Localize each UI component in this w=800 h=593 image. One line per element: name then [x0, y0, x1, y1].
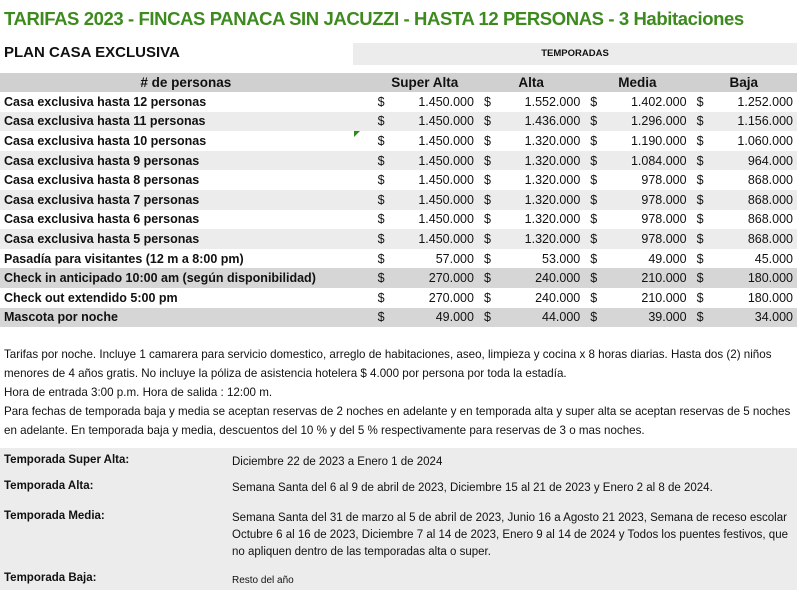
currency-symbol: $ — [478, 92, 505, 112]
currency-symbol: $ — [691, 190, 718, 210]
price-cell: 1.156.000 — [718, 112, 797, 132]
currency-symbol: $ — [372, 170, 399, 190]
currency-symbol: $ — [584, 151, 611, 171]
price-cell: 53.000 — [505, 249, 584, 269]
price-cell: 978.000 — [612, 170, 691, 190]
currency-symbol: $ — [478, 229, 505, 249]
price-cell: 57.000 — [399, 249, 478, 269]
plan-title: PLAN CASA EXCLUSIVA — [4, 44, 180, 61]
price-cell: 978.000 — [612, 210, 691, 230]
currency-symbol: $ — [584, 288, 611, 308]
currency-symbol: $ — [691, 308, 718, 328]
currency-symbol: $ — [372, 190, 399, 210]
price-cell: 1.552.000 — [505, 92, 584, 112]
currency-symbol: $ — [691, 268, 718, 288]
season-value: Semana Santa del 6 al 9 de abril de 2023, Diciembre 15 al 21 de 2023 y Enero 2 al 8 de 2024. — [232, 482, 713, 494]
price-cell: 44.000 — [505, 308, 584, 328]
row-label: Check out extendido 5:00 pm — [0, 288, 372, 308]
price-cell: 34.000 — [718, 308, 797, 328]
price-cell: 240.000 — [505, 268, 584, 288]
currency-symbol: $ — [691, 151, 718, 171]
price-cell: 1.436.000 — [505, 112, 584, 132]
currency-symbol: $ — [478, 288, 505, 308]
season-value: Resto del año — [232, 575, 294, 586]
season-label: Temporada Media: — [4, 510, 105, 522]
currency-symbol: $ — [478, 308, 505, 328]
currency-symbol: $ — [584, 210, 611, 230]
price-cell: 1.296.000 — [612, 112, 691, 132]
col-baja: Baja — [691, 73, 797, 92]
price-cell: 964.000 — [718, 151, 797, 171]
seasons-table — [0, 448, 797, 590]
row-label: Pasadía para visitantes (12 m a 8:00 pm) — [0, 249, 372, 269]
price-cell: 210.000 — [612, 288, 691, 308]
note-3: Para fechas de temporada baja y media se aceptan reservas de 2 noches en adelante y en temporada alta y super alta se aceptan reservas de 5 noches en adelante. En temporada baja y media, descuentos del 10 % y del 5 % respectivamente para reservas de 3 o mas noches. — [4, 405, 791, 437]
price-cell: 1.450.000 — [399, 190, 478, 210]
col-personas: # de personas — [0, 73, 372, 92]
price-cell: 240.000 — [505, 288, 584, 308]
row-label: Casa exclusiva hasta 7 personas — [0, 190, 372, 210]
currency-symbol: $ — [372, 210, 399, 230]
currency-symbol: $ — [691, 288, 718, 308]
currency-symbol: $ — [691, 92, 718, 112]
price-cell: 1.320.000 — [505, 151, 584, 171]
price-cell: 978.000 — [612, 190, 691, 210]
currency-symbol: $ — [584, 190, 611, 210]
col-alta: Alta — [478, 73, 584, 92]
currency-symbol: $ — [478, 210, 505, 230]
row-label: Casa exclusiva hasta 6 personas — [0, 210, 372, 230]
price-cell: 270.000 — [399, 288, 478, 308]
price-cell: 1.450.000 — [399, 92, 478, 112]
season-label: Temporada Super Alta: — [4, 454, 130, 466]
currency-symbol: $ — [372, 151, 399, 171]
price-cell: 1.252.000 — [718, 92, 797, 112]
price-cell: 270.000 — [399, 268, 478, 288]
price-cell: 210.000 — [612, 268, 691, 288]
currency-symbol: $ — [691, 229, 718, 249]
price-cell: 1.450.000 — [399, 170, 478, 190]
currency-symbol: $ — [691, 249, 718, 269]
currency-symbol: $ — [691, 170, 718, 190]
table-row — [0, 92, 797, 112]
currency-symbol: $ — [372, 268, 399, 288]
price-cell: 1.450.000 — [399, 131, 478, 151]
table-row — [0, 249, 797, 269]
col-media: Media — [584, 73, 690, 92]
price-cell: 1.320.000 — [505, 190, 584, 210]
season-label: Temporada Baja: — [4, 572, 97, 584]
price-cell: 1.450.000 — [399, 229, 478, 249]
table-row — [0, 131, 797, 151]
row-label: Mascota por noche — [0, 308, 372, 328]
currency-symbol: $ — [584, 112, 611, 132]
price-cell: 45.000 — [718, 249, 797, 269]
table-row — [0, 229, 797, 249]
currency-symbol: $ — [372, 112, 399, 132]
cell-comment-indicator-icon — [354, 131, 360, 137]
currency-symbol: $ — [372, 92, 399, 112]
season-value: Diciembre 22 de 2023 a Enero 1 de 2024 — [232, 456, 443, 468]
currency-symbol: $ — [478, 112, 505, 132]
currency-symbol: $ — [584, 229, 611, 249]
season-label: Temporada Alta: — [4, 480, 94, 492]
rates-table — [0, 73, 797, 327]
currency-symbol: $ — [691, 131, 718, 151]
price-cell: 868.000 — [718, 190, 797, 210]
row-label: Casa exclusiva hasta 10 personas — [0, 131, 372, 151]
price-cell: 978.000 — [612, 229, 691, 249]
price-cell: 180.000 — [718, 288, 797, 308]
price-cell: 39.000 — [612, 308, 691, 328]
price-cell: 1.450.000 — [399, 112, 478, 132]
price-cell: 1.402.000 — [612, 92, 691, 112]
row-label: Casa exclusiva hasta 9 personas — [0, 151, 372, 171]
currency-symbol: $ — [478, 151, 505, 171]
col-super-alta: Super Alta — [372, 73, 478, 92]
row-label: Check in anticipado 10:00 am (según disponibilidad) — [0, 268, 372, 288]
currency-symbol: $ — [478, 268, 505, 288]
price-cell: 1.190.000 — [612, 131, 691, 151]
row-label: Casa exclusiva hasta 11 personas — [0, 112, 372, 132]
price-cell: 868.000 — [718, 170, 797, 190]
table-row — [0, 210, 797, 230]
price-cell: 868.000 — [718, 210, 797, 230]
price-cell: 49.000 — [612, 249, 691, 269]
currency-symbol: $ — [478, 190, 505, 210]
currency-symbol: $ — [372, 131, 399, 151]
table-row — [0, 112, 797, 132]
table-row — [0, 170, 797, 190]
currency-symbol: $ — [478, 131, 505, 151]
currency-symbol: $ — [691, 112, 718, 132]
currency-symbol: $ — [584, 308, 611, 328]
currency-symbol: $ — [372, 249, 399, 269]
price-cell: 1.450.000 — [399, 151, 478, 171]
price-cell: 1.060.000 — [718, 131, 797, 151]
season-value: Semana Santa del 31 de marzo al 5 de abril de 2023, Junio 16 a Agosto 21 2023, Semana de receso escolar Octubre 6 al 16 de 2023, Diciembre 7 al 14 de 2023, Enero 9 al 14 de 2024 y Todos los puentes festivos, que no apliquen dentro de las temporadas alta o super. — [232, 512, 788, 558]
price-cell: 1.320.000 — [505, 210, 584, 230]
currency-symbol: $ — [584, 92, 611, 112]
note-2: Hora de entrada 3:00 p.m. Hora de salida : 12:00 m. — [4, 386, 273, 399]
rates-header-row — [0, 73, 797, 92]
currency-symbol: $ — [584, 131, 611, 151]
temporadas-header: TEMPORADAS — [353, 43, 797, 65]
row-label: Casa exclusiva hasta 8 personas — [0, 170, 372, 190]
table-row — [0, 190, 797, 210]
note-1: Tarifas por noche. Incluye 1 camarera para servicio domestico, arreglo de habitaciones, aseo, limpieza y cocina x 8 horas diarias. Hasta dos (2) niños menores de 4 años gratis. No incluye la póliza de asistencia hotelera $ 4.000 por persona por toda la estadía. — [4, 348, 772, 380]
price-cell: 180.000 — [718, 268, 797, 288]
price-cell: 1.084.000 — [612, 151, 691, 171]
currency-symbol: $ — [372, 229, 399, 249]
currency-symbol: $ — [584, 170, 611, 190]
price-cell: 49.000 — [399, 308, 478, 328]
currency-symbol: $ — [691, 210, 718, 230]
notes — [4, 345, 796, 440]
price-cell: 1.450.000 — [399, 210, 478, 230]
price-cell: 1.320.000 — [505, 131, 584, 151]
currency-symbol: $ — [584, 249, 611, 269]
currency-symbol: $ — [372, 308, 399, 328]
currency-symbol: $ — [372, 288, 399, 308]
currency-symbol: $ — [478, 170, 505, 190]
table-row — [0, 308, 797, 328]
currency-symbol: $ — [478, 249, 505, 269]
row-label: Casa exclusiva hasta 5 personas — [0, 229, 372, 249]
table-row — [0, 288, 797, 308]
price-cell: 1.320.000 — [505, 229, 584, 249]
table-row — [0, 268, 797, 288]
price-cell: 1.320.000 — [505, 170, 584, 190]
page-title: TARIFAS 2023 - FINCAS PANACA SIN JACUZZI - HASTA 12 PERSONAS - 3 Habitaciones — [4, 8, 744, 29]
table-row — [0, 151, 797, 171]
currency-symbol: $ — [584, 268, 611, 288]
row-label: Casa exclusiva hasta 12 personas — [0, 92, 372, 112]
price-cell: 868.000 — [718, 229, 797, 249]
